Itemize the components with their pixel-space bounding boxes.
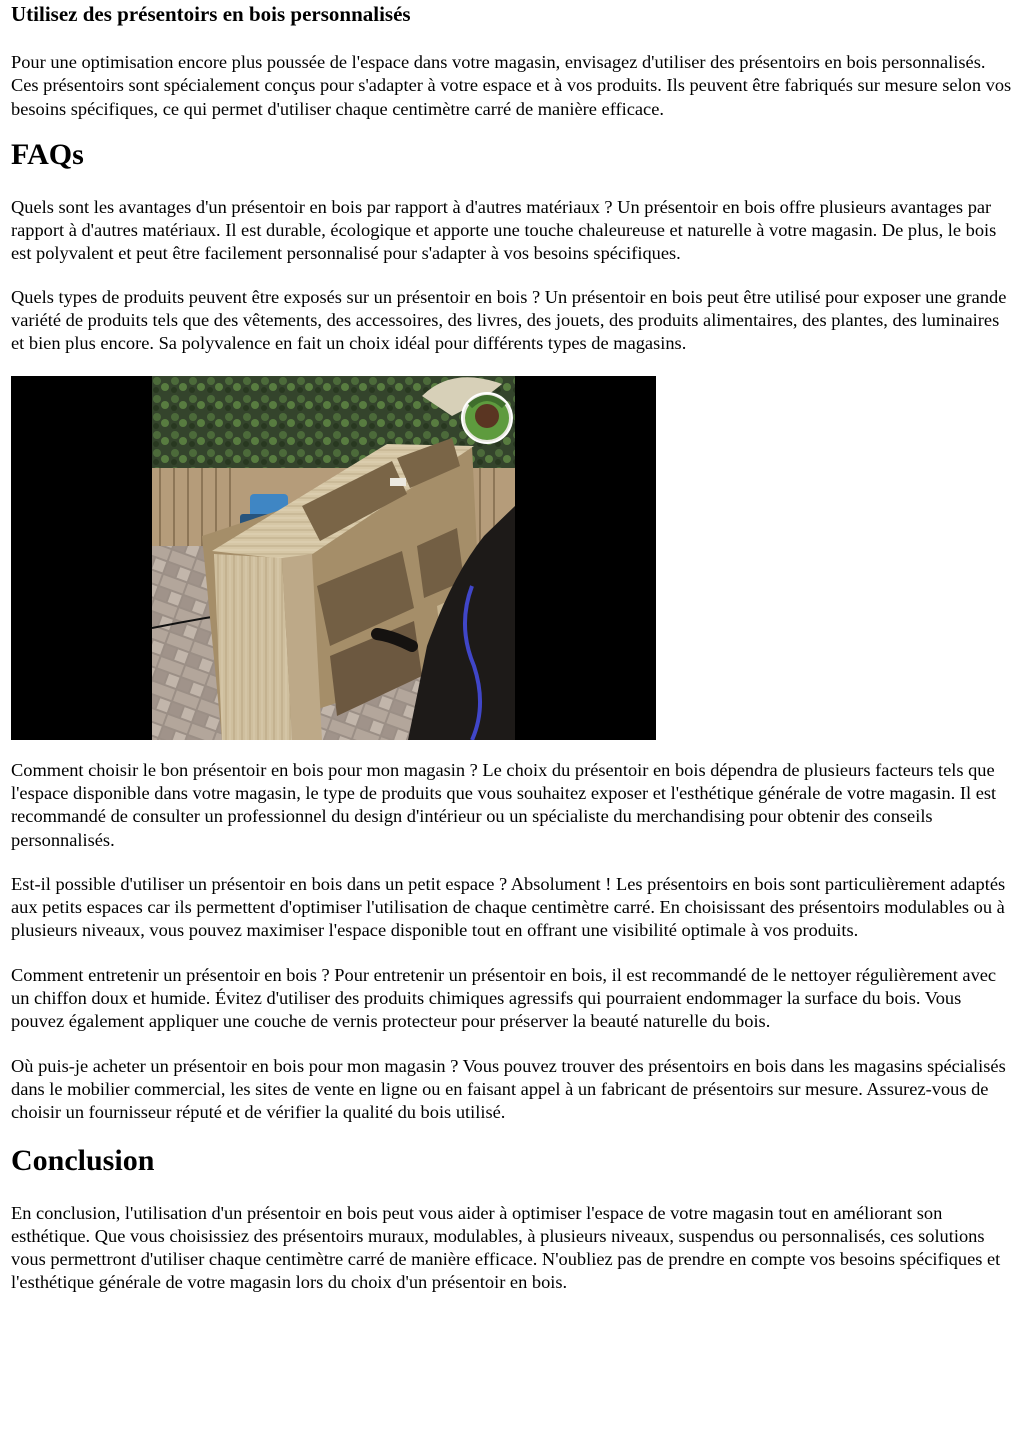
video-embed[interactable] bbox=[11, 376, 656, 740]
conclusion-heading: Conclusion bbox=[11, 1143, 155, 1177]
faq-item: Quels types de produits peuvent être exposés sur un présentoir en bois ? Un présentoir en bois peut être utilisé pour exposer une grande variété de produits tels que des vêtements, des accessoires, des livres, des jouets, des produits alimentaires, des plantes, des luminaires et bien plus encore. Sa polyvalence en fait un choix idéal pour différents types de magasins. bbox=[11, 286, 1007, 354]
article bbox=[11, 0, 1015, 1295]
intro-paragraph: Pour une optimisation encore plus poussée de l'espace dans votre magasin, envisagez d'utiliser des présentoirs en bois personnalisés. Ces présentoirs sont spécialement conçus pour s'adapter à votre espace et à vos produits. Ils peuvent être fabriqués sur mesure selon vos besoins spécifiques, ce qui permet d'utiliser chaque centimètre carré de manière efficace. bbox=[11, 52, 1012, 119]
faq-item: Est-il possible d'utiliser un présentoir en bois dans un petit espace ? Absolument ! Les présentoirs en bois sont particulièrement adaptés aux petits espaces car ils permettent d'optimiser l'utilisation de chaque centimètre carré. En choisissant des présentoirs modulables ou à plusieurs niveaux, vous pouvez maximiser l'espace disponible tout en offrant une visibilité optimale à vos produits. bbox=[11, 873, 1006, 941]
faq-item: Comment entretenir un présentoir en bois ? Pour entretenir un présentoir en bois, il est recommandé de le nettoyer régulièrement avec un chiffon doux et humide. Évitez d'utiliser des produits chimiques agressifs qui pourraient endommager la surface du bois. Vous pouvez également appliquer une couche de vernis protecteur pour préserver la beauté naturelle du bois. bbox=[11, 964, 997, 1032]
faq-item: Où puis-je acheter un présentoir en bois pour mon magasin ? Vous pouvez trouver des présentoirs en bois dans les magasins spécialisés dans le mobilier commercial, les sites de vente en ligne ou en faisant appel à un fabricant de présentoirs sur mesure. Assurez-vous de choisir un fournisseur réputé et de vérifier la qualité du bois utilisé. bbox=[11, 1055, 1006, 1123]
faq-item: Quels sont les avantages d'un présentoir en bois par rapport à d'autres matériaux ? Un présentoir en bois offre plusieurs avantages par rapport à d'autres matériaux. Il est durable, écologique et apporte une touche chaleureuse et naturelle à votre magasin. De plus, le bois est polyvalent et peut être facilement personnalisé pour s'adapter à vos besoins spécifiques. bbox=[11, 196, 997, 264]
section-heading: Utilisez des présentoirs en bois personnalisés bbox=[11, 2, 411, 26]
faq-item: Comment choisir le bon présentoir en bois pour mon magasin ? Le choix du présentoir en bois dépendra de plusieurs facteurs tels que l'espace disponible dans votre magasin, le type de produits que vous souhaitez exposer et l'esthétique générale de votre magasin. Il est recommandé de consulter un professionnel du design d'intérieur ou un spécialiste du merchandising pour obtenir des conseils personnalisés. bbox=[11, 759, 997, 850]
faq-heading: FAQs bbox=[11, 137, 84, 171]
conclusion-paragraph: En conclusion, l'utilisation d'un présentoir en bois peut vous aider à optimiser l'espace de votre magasin tout en améliorant son esthétique. Que vous choisissiez des présentoirs muraux, modulables, à plusieurs niveaux, suspendus ou personnalisés, ces solutions vous permettront d'utiliser chaque centimètre carré de manière efficace. N'oubliez pas de prendre en compte vos besoins spécifiques et l'esthétique générale de votre magasin lors du choix d'un présentoir en bois. bbox=[11, 1202, 1001, 1293]
video-thumbnail-image bbox=[11, 376, 656, 740]
